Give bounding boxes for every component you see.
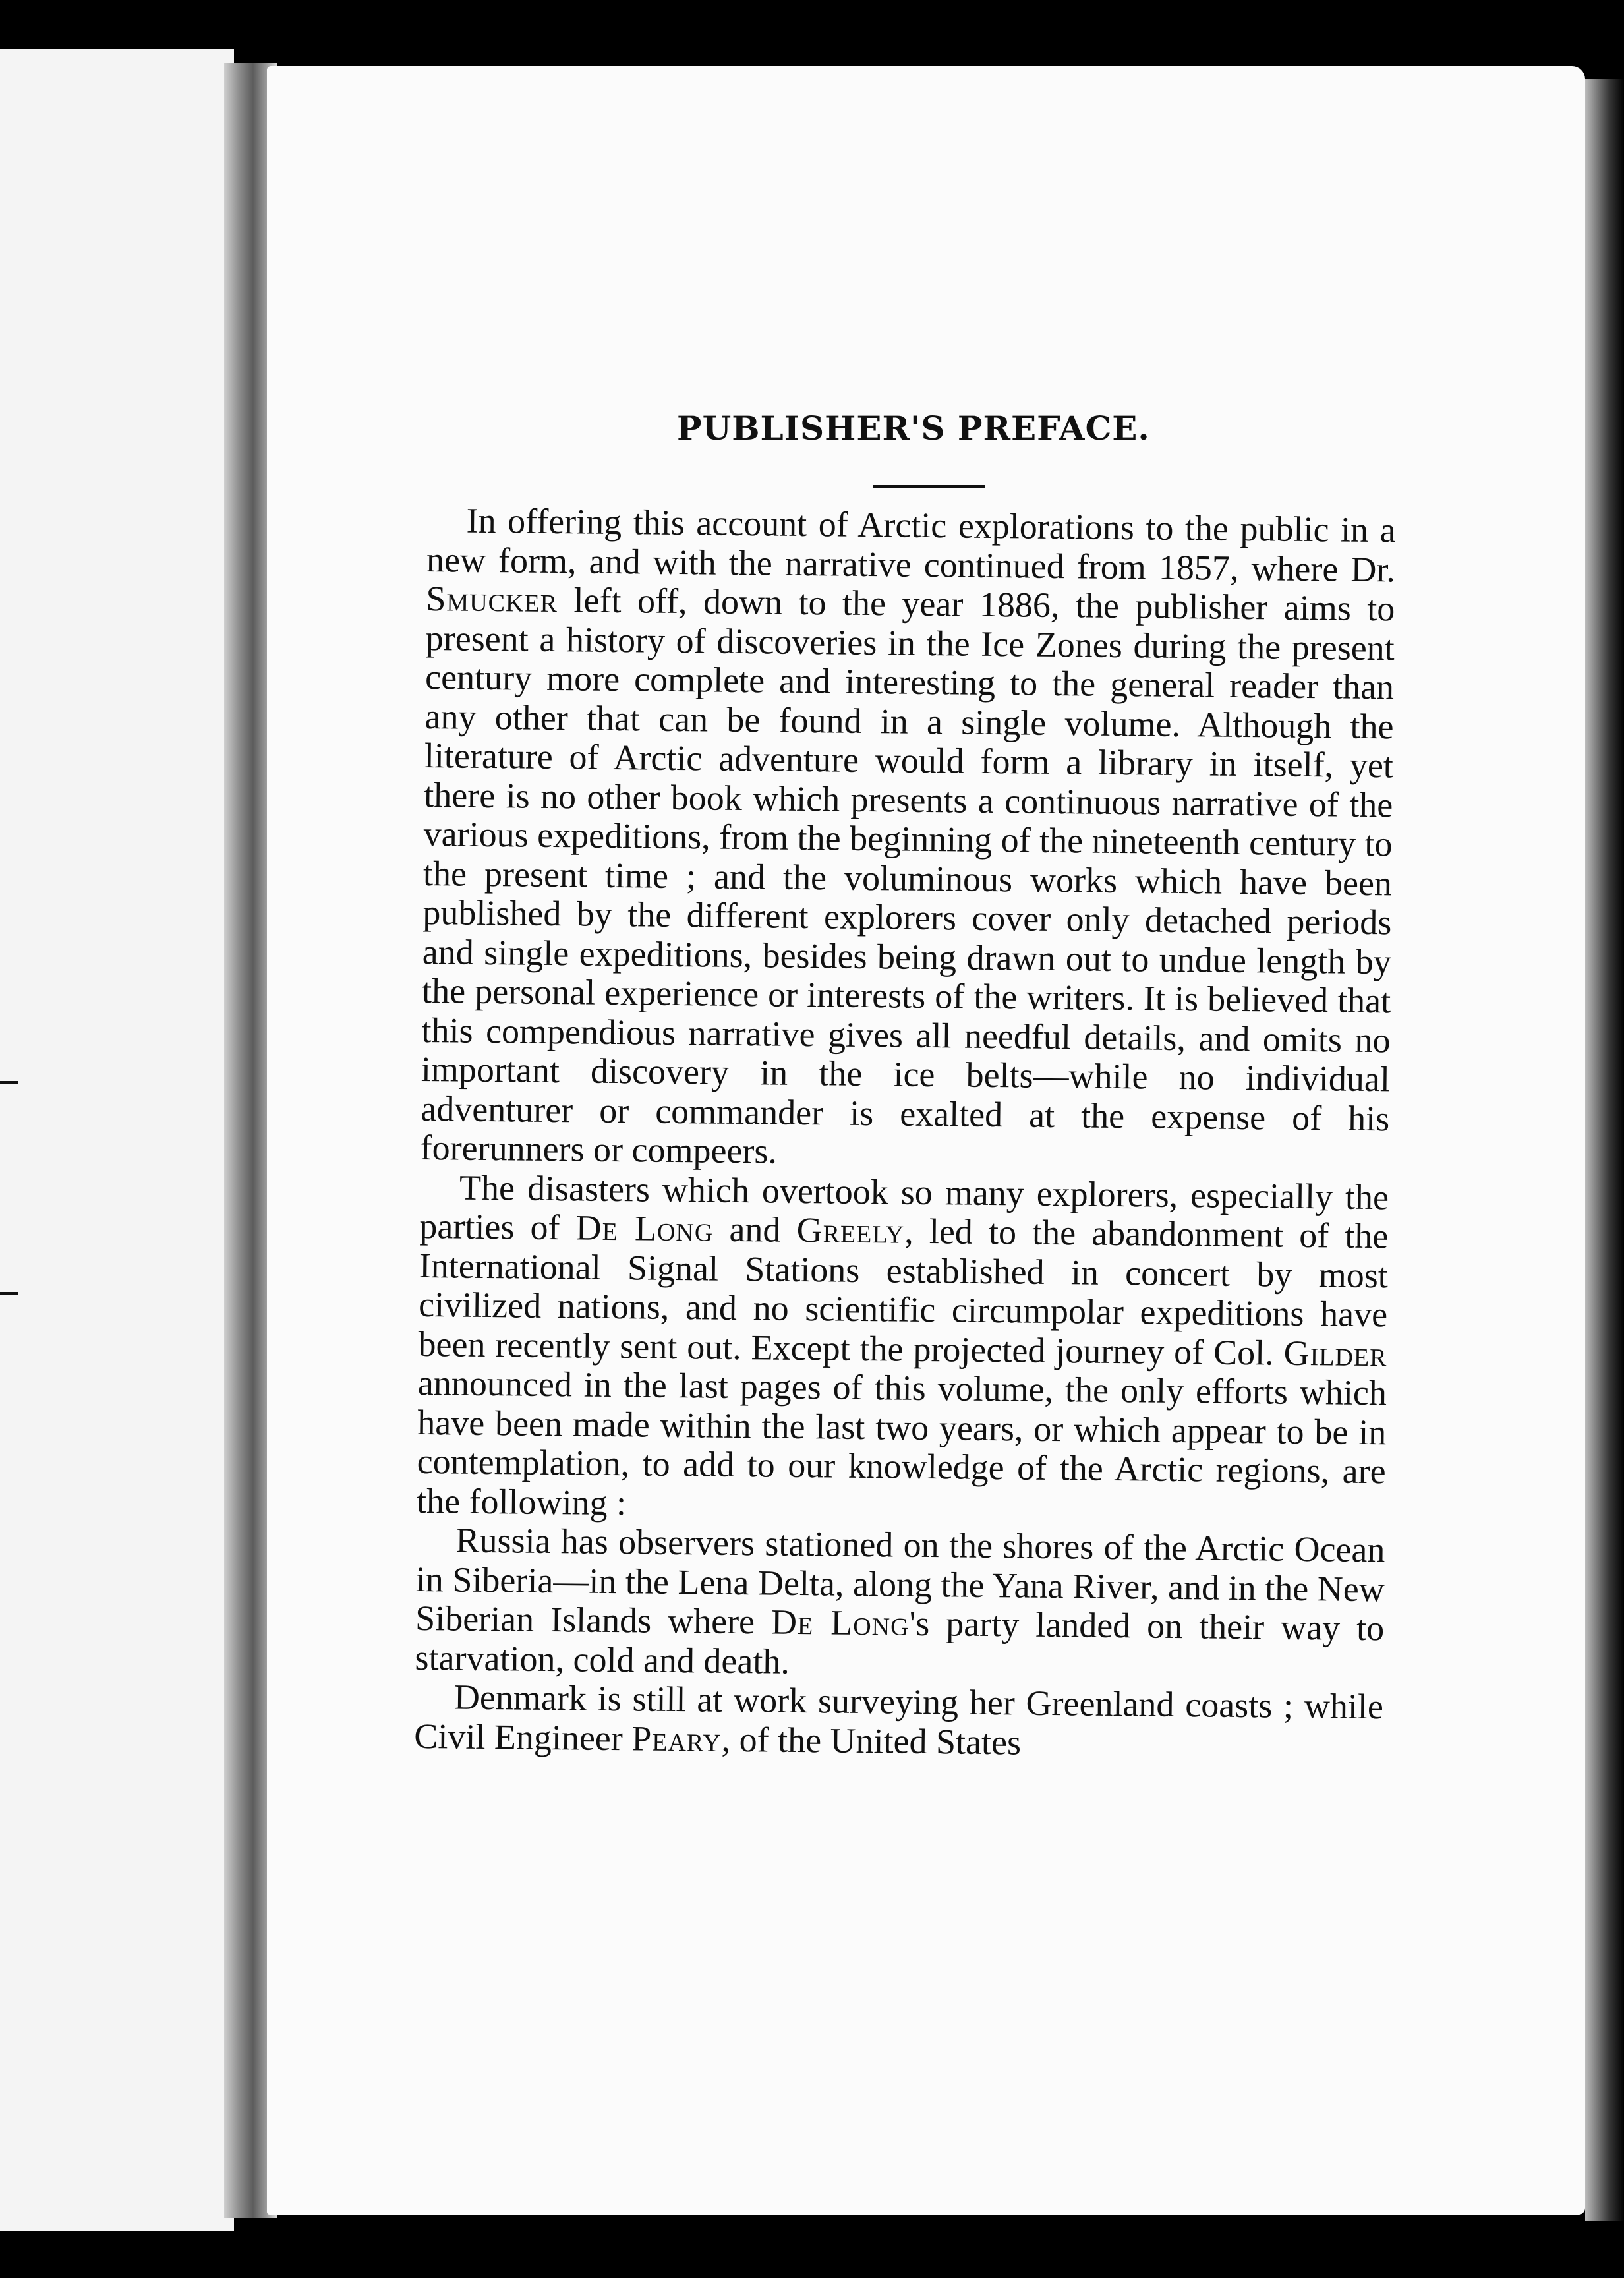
paragraph-text: Russia has observers stationed on the shores of the Arctic Ocean in Siberia—in the Lena Delta, along the Yana River, and in the New Siberian Islands where	[415, 1520, 1385, 1642]
proper-name: Smucker	[426, 578, 558, 620]
scan-mark	[0, 1292, 18, 1295]
scan-mark	[0, 1081, 18, 1084]
paragraph-text: Denmark is still at work surveying her Greenland coasts ; while Civil Engineer	[414, 1677, 1384, 1758]
proper-name: Peary	[631, 1718, 722, 1759]
proper-name: Greely	[796, 1210, 905, 1251]
paragraph	[417, 1167, 1389, 1531]
paragraph-text: left off, down to the year 1886, the publisher aims to present a history of discoveries in the Ice Zones during the present century more complete and interesting to the general reader than any other that can be found in a single volume. Although the literature of Arctic adventure would form a library in itself, yet there is no other book which presents a continuous narrative of the various expeditions, from the beginning of the nineteenth century to the present time ; and the voluminous works which have been published by the different explorers cover only detached periods and single expeditions, besides being drawn out to undue length by the personal experience or interests of the writers. It is believed that this compendious narrative gives all needful details, and omits no important discovery in the ice belts—while no individual adventurer or commander is exalted at the expense of his forerunners or compeers.	[420, 580, 1395, 1171]
page-right-edge	[1585, 79, 1624, 2221]
paragraph	[415, 1521, 1385, 1687]
paragraph-text: In offering this account of Arctic explorations to the public in a new form, and with the narrative continued from 1857, where Dr.	[426, 500, 1396, 589]
paragraph	[420, 501, 1396, 1178]
paragraph-text: , led to the abandonment of the International Signal Stations established in concert by most civilized nations, and no scientific circumpolar expeditions have been recently sent out. Except the projected journey of Col.	[418, 1211, 1389, 1373]
paragraph	[414, 1678, 1383, 1766]
paragraph-text: , of the United States	[721, 1719, 1022, 1763]
paragraph-text: 's party landed on their way to starvation, cold and death.	[415, 1603, 1385, 1681]
proper-name: De Long	[770, 1602, 910, 1643]
proper-name: Gilder	[1283, 1333, 1387, 1374]
paragraph-text: and	[713, 1209, 797, 1250]
left-page-edge	[0, 49, 234, 2231]
paragraph-text: announced in the last pages of this volume, the only efforts which have been made within the last two years, or which appear to be in contemplation, to add to our knowledge of the Arctic regions, are the following :	[416, 1362, 1387, 1523]
proper-name: De Long	[575, 1208, 714, 1249]
paragraph-text: The disasters which overtook so many explorers, especially the parties of	[419, 1167, 1389, 1248]
body-text	[414, 501, 1396, 1766]
page-title: PUBLISHER'S PREFACE.	[677, 409, 1150, 448]
title-rule	[873, 485, 985, 488]
